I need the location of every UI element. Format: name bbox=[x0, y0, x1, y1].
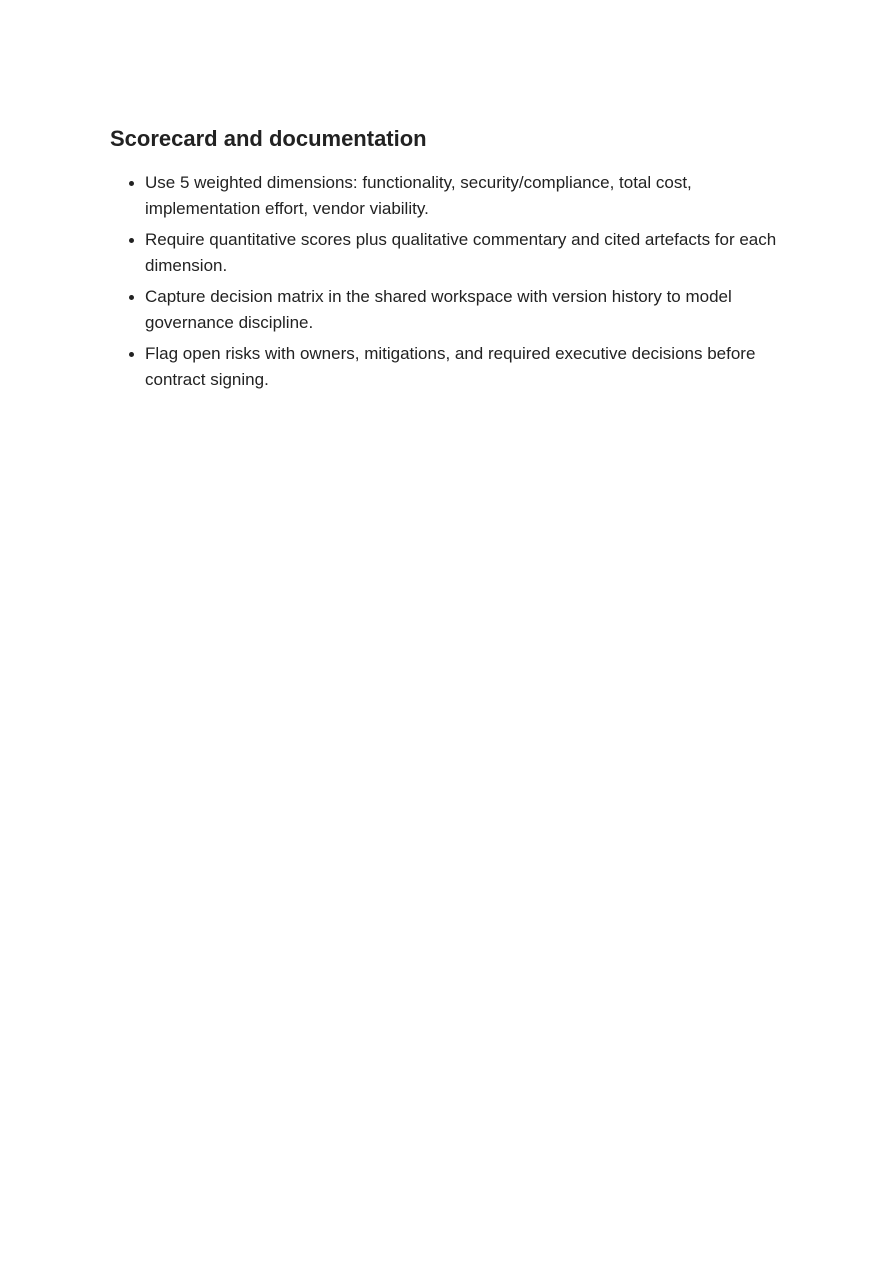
bullet-icon bbox=[129, 352, 134, 357]
section-heading: Scorecard and documentation bbox=[110, 126, 427, 151]
bullet-list bbox=[110, 170, 790, 393]
list-item bbox=[110, 170, 790, 222]
document-page bbox=[110, 124, 790, 398]
list-item-text: Require quantitative scores plus qualitative commentary and cited artefacts for each dimension. bbox=[145, 230, 777, 275]
list-item bbox=[110, 341, 790, 393]
list-item-text: Flag open risks with owners, mitigations, and required executive decisions before contract signing. bbox=[145, 344, 756, 389]
list-item-text: Capture decision matrix in the shared workspace with version history to model governance discipline. bbox=[145, 287, 732, 332]
list-item-text: Use 5 weighted dimensions: functionality, security/compliance, total cost, implementation effort, vendor viability. bbox=[145, 173, 692, 218]
list-item bbox=[110, 227, 790, 279]
bullet-icon bbox=[129, 295, 134, 300]
list-item bbox=[110, 284, 790, 336]
bullet-icon bbox=[129, 238, 134, 243]
bullet-icon bbox=[129, 181, 134, 186]
